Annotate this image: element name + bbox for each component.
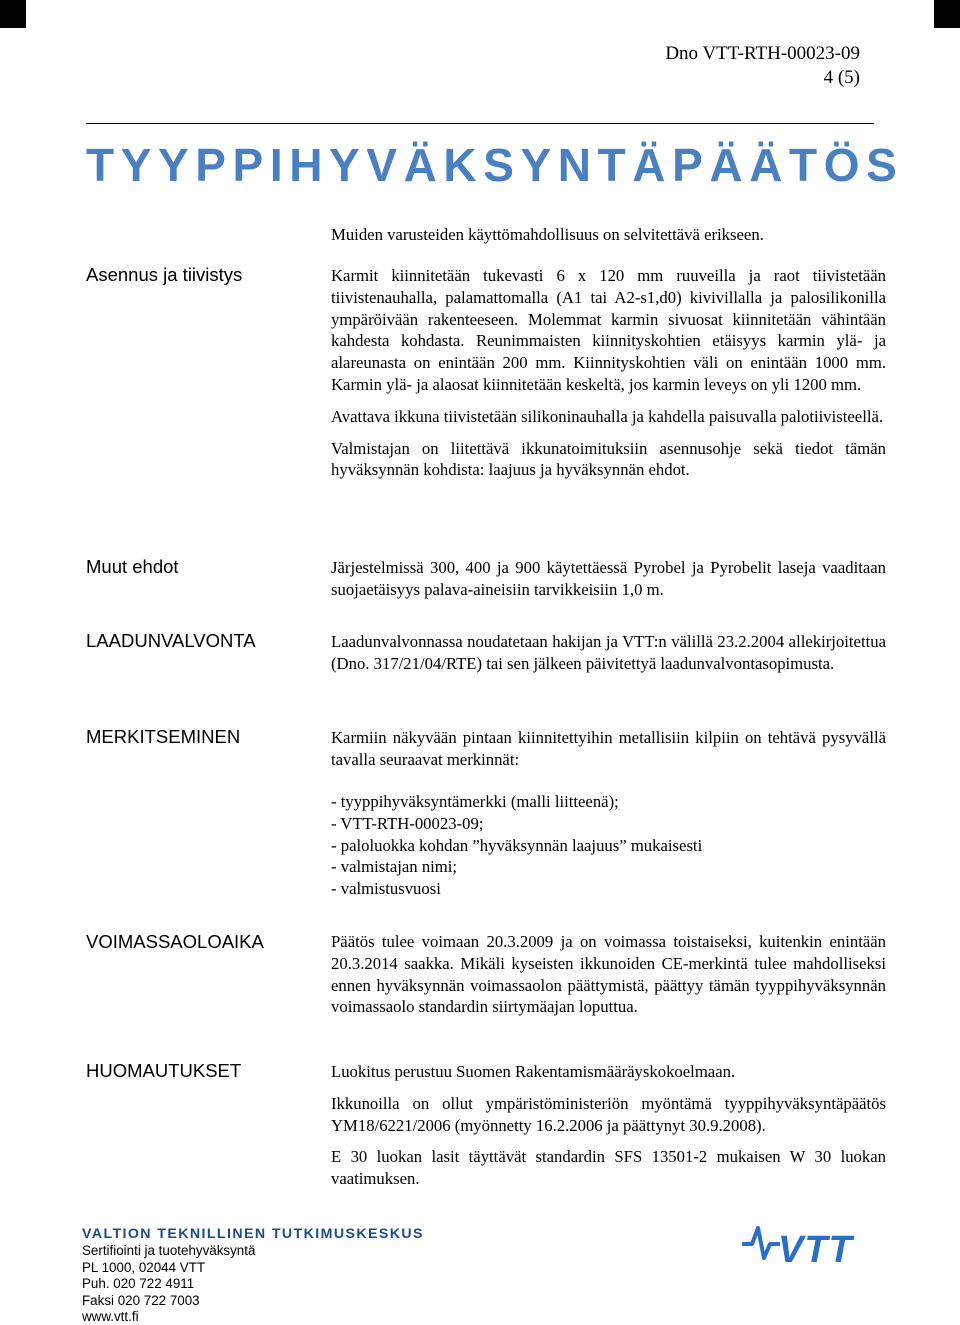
list-item: - VTT-RTH-00023-09; — [331, 813, 484, 833]
muut-ehdot-paragraph: Järjestelmissä 300, 400 ja 900 käytettäessä Pyrobel ja Pyrobelit laseja vaaditaan suojaetäisyys palava-aineisiin tarvikkeisiin 1,0 m. — [331, 558, 886, 599]
section-label-huomautukset: HUOMAUTUKSET — [86, 1060, 242, 1081]
footer-fax: Faksi 020 722 7003 — [82, 1292, 200, 1308]
section-label-asennus: Asennus ja tiivistys — [86, 264, 243, 285]
section-body-muut-ehdot — [331, 557, 886, 611]
logo-pulse-mark — [742, 1228, 780, 1258]
vtt-logo-icon — [740, 1214, 875, 1270]
list-item: - valmistajan nimi; — [331, 857, 458, 877]
section-body-huomautukset — [331, 1061, 886, 1200]
footer-address: PL 1000, 02044 VTT — [82, 1259, 206, 1275]
section-label-voimassaoloaika: VOIMASSAOLOAIKA — [86, 931, 264, 952]
footer-organization: VALTION TEKNILLINEN TUTKIMUSKESKUS — [82, 1226, 424, 1242]
voimassaoloaika-paragraph: Päätös tulee voimaan 20.3.2009 ja on voimassa toistaiseksi, kuitenkin enintään 20.3.2014 saakka. Mikäli kyseisten ikkunoiden CE-merkintä tulee mahdolliseksi ennen hyväksynnän voimassaolon päättymistä, päättyy tämän tyyppihyväksynnän voimassaolo standardin siirtymäajan loputtua. — [331, 932, 886, 1017]
section-label-muut-ehdot: Muut ehdot — [86, 556, 179, 577]
section-body-asennus — [331, 265, 886, 491]
footer-department: Sertifiointi ja tuotehyväksyntä — [82, 1243, 256, 1259]
section-body-merkitseminen — [331, 727, 886, 781]
document-type-banner: TYYPPIHYVÄKSYNTÄPÄÄTÖS — [86, 139, 904, 191]
asennus-paragraph-3: Valmistajan on liitettävä ikkunatoimituksiin asennusohje sekä tiedot tämän hyväksynnän kohdista: laajuus ja hyväksynnän ehdot. — [331, 438, 886, 480]
huomautukset-paragraph-3: E 30 luokan lasit täyttävät standardin SFS 13501-2 mukaisen W 30 luokan vaatimuksen. — [331, 1147, 886, 1189]
document-number: Dno VTT-RTH-00023-09 — [665, 43, 860, 64]
section-label-laadunvalvonta: LAADUNVALVONTA — [86, 630, 256, 651]
footer-website: www.vtt.fi — [82, 1309, 139, 1325]
section-body-laadunvalvonta — [331, 631, 886, 685]
logo-text: VTT — [778, 1229, 853, 1270]
section-label-merkitseminen: MERKITSEMINEN — [86, 726, 241, 747]
huomautukset-paragraph-1: Luokitus perustuu Suomen Rakentamismääräyskokoelmaan. — [331, 1062, 736, 1081]
asennus-paragraph-2: Avattava ikkuna tiivistetään silikoninauhalla ja kahdella paisuvalla palotiivisteellä. — [331, 406, 884, 426]
header-rule — [86, 123, 874, 124]
intro-text: Muiden varusteiden käyttömahdollisuus on selvitettävä erikseen. — [331, 225, 764, 244]
page-number: 4 (5) — [823, 67, 860, 88]
top-scan-strip — [0, 0, 960, 10]
marking-list — [331, 791, 886, 900]
asennus-paragraph-1: Karmit kiinnitetään tukevasti 6 x 120 mm ruuveilla ja raot tiivistetään tiivistenauhalla, palamattomalla (A1 tai A2-s1,d0) kivivillalla ja palosilikonilla ympäröivään rakenteeseen. Molemmat karmin sivuosat kiinnitetään vähintään kahdesta kohdasta. Reunimmaisten kiinnityskohtien etäisyys karmin ylä- ja alareunasta on enintään 200 mm. Kiinnityskohtien väli on enintään 1000 mm. Karmin ylä- ja alaosat kiinnitetään keskeltä, jos karmin leveys on yli 1200 mm. — [331, 266, 886, 394]
list-item: - paloluokka kohdan ”hyväksynnän laajuus” mukaisesti — [331, 835, 703, 855]
list-item: - tyyppihyväksyntämerkki (malli liitteenä); — [331, 792, 619, 811]
footer-phone: Puh. 020 722 4911 — [82, 1276, 195, 1292]
scan-corner-right — [934, 0, 960, 28]
intro-text-block — [331, 224, 886, 256]
scan-corner-left — [0, 0, 26, 28]
footer-contact — [82, 1226, 424, 1325]
laadunvalvonta-paragraph: Laadunvalvonnassa noudatetaan hakijan ja VTT:n välillä 23.2.2004 allekirjoitettua (Dno. 317/21/04/RTE) tai sen jälkeen päivitettyä laadunvalvontasopimusta. — [331, 632, 886, 673]
section-body-voimassaoloaika — [331, 931, 886, 1028]
huomautukset-paragraph-2: Ikkunoilla on ollut ympäristöministeriön myöntämä tyyppihyväksyntäpäätös YM18/6221/2006 (myönnetty 16.2.2006 ja päättynyt 30.9.2008). — [331, 1093, 886, 1135]
list-item: - valmistusvuosi — [331, 879, 441, 899]
merkitseminen-paragraph: Karmiin näkyvään pintaan kiinnitettyihin metallisiin kilpiin on tehtävä pysyvällä tavalla seuraavat merkinnät: — [331, 728, 886, 769]
